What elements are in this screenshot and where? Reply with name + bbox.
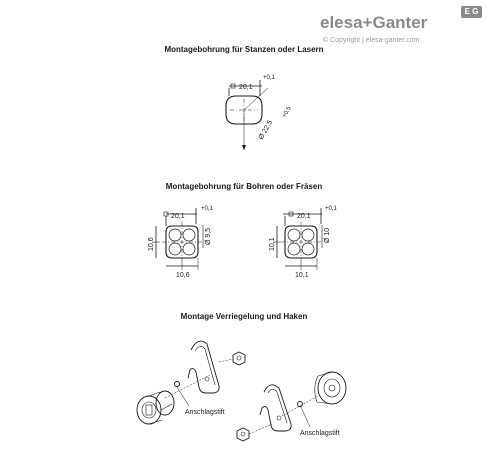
copyright-text: © Copyright | elesa-ganter.com [323,37,420,44]
dim-bottom-right: 10,1 [295,272,309,279]
dim-width-left: 20,1 [171,213,185,220]
housing-sides [315,372,332,404]
tol-diameter: +0,5 [281,105,293,119]
brand-elesa: elesa [320,13,363,32]
latch-housing-inner [324,379,340,397]
callout-leader-right [301,407,310,427]
hook-hole [205,377,209,381]
axis-line [249,424,272,434]
latch-square-drive [146,405,152,415]
arrowhead [242,145,246,150]
latch-center [329,385,335,391]
callout-leader-left [177,387,189,406]
hook-inner-edge [268,389,287,423]
tol-width-left: +0,1 [201,206,213,212]
dim-side-right: 10,1 [269,237,276,251]
eg-badge: E G [461,6,482,18]
hook-part [188,341,219,393]
diameter-leader-top [244,88,268,110]
title-stanzen-lasern: Montagebohrung für Stanzen oder Lasern [164,45,324,54]
drill-circle-br [302,243,314,255]
title-bohren-fraesen: Montagebohrung für Bohren oder Fräsen [165,182,323,191]
latch-housing-inner [142,402,156,418]
tol-width: +0,1 [263,75,275,81]
axis-line-2 [165,375,210,398]
nut-bore [241,432,245,436]
axis-line [219,359,233,362]
brand-ganter: Ganter [372,13,428,32]
stop-pin [298,402,303,407]
hex-nut [233,352,245,365]
hook-part [260,385,291,431]
callout-anschlagstift-right: Anschlagstift [300,430,340,437]
drill-circle-tr [183,229,195,241]
title-verriegelung-haken: Montage Verriegelung und Haken [180,312,308,321]
brand-plus: + [362,13,373,32]
dim-diameter-left: Ø 9,5 [205,227,212,245]
dim-width: 20,1 [239,84,253,91]
dim-side-left: 10,6 [148,237,155,251]
stop-pin [175,382,180,387]
drill-circle-bl [288,243,300,255]
dim-diameter-right: Ø 10 [324,227,331,243]
hex-nut [237,428,249,441]
tol-width-right: +0,1 [325,206,337,212]
dim-diameter: Ø 22,5 [257,119,275,141]
nut-bore [237,356,241,360]
hook-hole [277,416,281,420]
callout-anschlagstift-left: Anschlagstift [185,409,225,416]
dim-bottom-left: 10,6 [176,272,190,279]
dim-width-right: 20,1 [297,213,311,220]
drill-circle-br [183,243,195,255]
drill-circle-tl [169,229,181,241]
latch-housing-face [318,372,346,404]
drill-circle-bl [169,243,181,255]
drill-circle-tl [288,229,300,241]
drill-circle-tr [302,229,314,241]
